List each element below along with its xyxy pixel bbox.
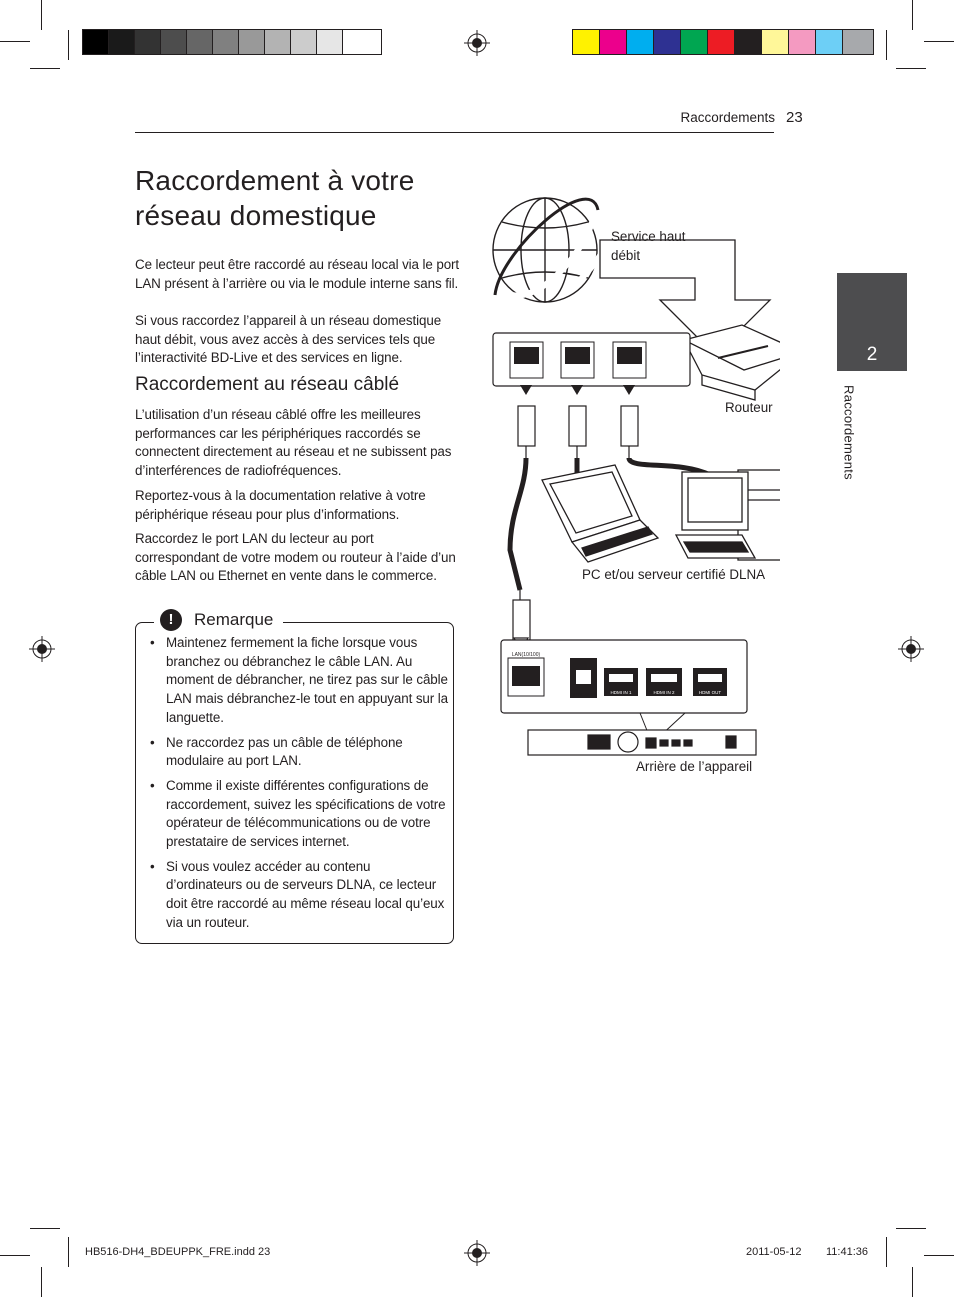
pc-label: PC et/ou serveur certifié DLNA [582,567,766,582]
crop-mark [886,1237,887,1267]
chapter-label: Raccordements [841,385,857,480]
registration-mark-icon [29,636,55,662]
note-label: Remarque [194,610,274,629]
crop-mark [912,0,913,30]
page-number: 23 [786,109,803,126]
globe-icon [493,192,615,302]
exclamation-icon: ! [160,609,182,631]
ethernet-plug-icon [518,406,638,458]
crop-mark [41,1267,42,1297]
port-label: LAN [521,371,531,377]
page-title: Raccordement à votre réseau domestique [135,165,415,231]
crop-mark [896,68,926,69]
crop-mark [30,1228,60,1229]
section-heading: Raccordement au réseau câblé [135,374,400,395]
crop-mark [0,1255,30,1256]
body-paragraph: L’utilisation d’un réseau câblé offre les meilleures performances car les périphériques raccordés se connectent directement au réseau et ne subissent pas d’interférences de radiofréquences. [135,407,452,479]
note-header [154,607,283,633]
running-header-section: Raccordements [680,110,775,125]
network-diagram [480,190,780,770]
crop-mark [912,1267,913,1297]
crop-mark [924,41,954,42]
crop-mark [924,1255,954,1256]
note-item: • Si vous voulez accéder au contenu d’ordinateurs ou de serveurs DLNA, ce lecteur doit être raccordé au même réseau local qu’eux via un routeur. [148,858,448,933]
internet-label: Service haut débit [611,229,686,263]
note-item: • Ne raccordez pas un câble de téléphone modulaire au port LAN. [148,734,448,771]
port-label: LAN [624,371,634,377]
crop-mark [30,68,60,69]
body-paragraph: Raccordez le port LAN du lecteur au port correspondant de votre modem ou routeur à l’aide d’un câble LAN ou Ethernet en vente dans le commerce. [135,531,456,584]
crop-mark [886,30,887,60]
port-label: HDMI IN 2 [653,690,675,695]
footer-time: 11:41:36 [826,1246,869,1258]
registration-mark-icon [464,30,490,56]
crop-mark [0,41,30,42]
intro-paragraph: Ce lecteur peut être raccordé au réseau local via le port LAN présent à l’arrière ou via le module interne sans fil. [135,257,460,291]
note-list [148,634,448,939]
ethernet-plug-icon [513,590,530,640]
chapter-number: 2 [866,344,878,365]
router-icon [684,325,780,400]
port-label: HDMI OUT [698,690,722,695]
note-item: • Maintenez fermement la fiche lorsque vous branchez ou débranchez le câble LAN. Au moment de débrancher, ne tirez pas sur le câble LAN mais débranchez-le tout en appuyant sur la languette. [148,634,448,728]
router-label: Routeur [725,400,773,415]
header-rule [135,132,774,133]
body-paragraph: Reportez-vous à la documentation relative à votre périphérique réseau pour plus d’informations. [135,488,426,522]
intro-paragraph: Si vous raccordez l’appareil à un réseau domestique haut débit, vous avez accès à des services tels que l’interactivité BD-Live et des services en ligne. [135,313,442,366]
crop-mark [896,1228,926,1229]
crop-mark [68,30,69,60]
registration-mark-icon [898,636,924,662]
player-rear-icon [528,730,756,755]
footer-file: HB516-DH4_BDEUPPK_FRE.indd 23 [85,1246,271,1258]
port-label: OPTICAL IN [570,692,596,697]
crop-mark [68,1237,69,1267]
port-label: LAN [572,371,582,377]
port-label: LAN(10/100) [511,652,541,658]
crop-mark [41,0,42,30]
laptop-icon [542,465,658,562]
desktop-pc-icon [676,470,780,560]
port-label: HDMI IN 1 [610,690,632,695]
registration-mark-icon [464,1240,490,1266]
footer-date: 2011-05-12 [746,1246,802,1258]
note-item: • Comme il existe différentes configurations de raccordement, suivez les spécifications de votre opérateur de télécommunications ou de votre prestataire de services internet. [148,777,448,852]
rear-label: Arrière de l’appareil [636,759,753,774]
